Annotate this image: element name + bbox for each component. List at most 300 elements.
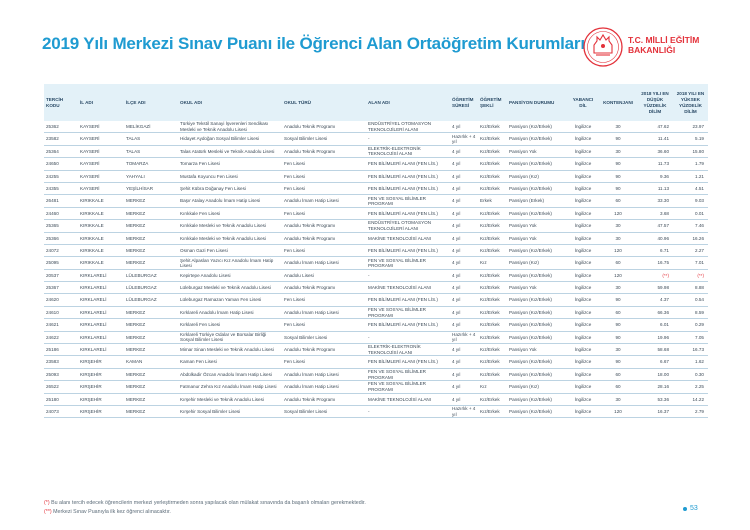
cell-ogretim-suresi: 4 yıl: [450, 306, 478, 318]
cell-en-dusuk-dilim: 16.37: [637, 405, 673, 417]
cell-okul-adi: Kırıkkale Fen Lisesi: [178, 207, 282, 219]
cell-il-adi: KIRKLARELİ: [78, 331, 124, 343]
cell-ogretim-sekli: Kız/Erkek: [478, 158, 507, 170]
cell-en-dusuk-dilim: 4.37: [637, 294, 673, 306]
cell-ogretim-sekli: Kız: [478, 257, 507, 269]
cell-tercih-kodu: 25186: [44, 344, 78, 356]
cell-ilce-adi: MERKEZ: [124, 319, 178, 331]
cell-ogretim-sekli: Kız/Erkek: [478, 282, 507, 294]
cell-ilce-adi: TOMARZA: [124, 158, 178, 170]
cell-ogretim-sekli: Kız/Erkek: [478, 393, 507, 405]
cell-ilce-adi: MERKEZ: [124, 257, 178, 269]
table-row: [44, 344, 708, 356]
cell-pansiyon-durumu: Pansiyon (Kız/Erkek): [507, 121, 567, 133]
cell-okul-turu: Fen Lisesi: [282, 207, 366, 219]
cell-alan-adi: ELEKTRİK-ELEKTRONİK TEKNOLOJİSİ ALANI: [366, 344, 450, 356]
cell-okul-adi: Talas Atatürk Mesleki ve Teknik Anadolu Lisesi: [178, 145, 282, 157]
cell-en-yuksek-dilim: 0.01: [673, 207, 708, 219]
cell-il-adi: KIRKLARELİ: [78, 344, 124, 356]
cell-okul-turu: Fen Lisesi: [282, 182, 366, 194]
cell-il-adi: KIRŞEHİR: [78, 368, 124, 380]
cell-ogretim-sekli: Kız/Erkek: [478, 368, 507, 380]
column-header: İL ADI: [78, 84, 124, 121]
cell-yabanci-dil: İngilizce: [567, 405, 599, 417]
cell-il-adi: KIRKLARELİ: [78, 282, 124, 294]
cell-en-dusuk-dilim: 9.36: [637, 170, 673, 182]
table-row: [44, 133, 708, 145]
cell-il-adi: KIRIKKALE: [78, 244, 124, 256]
cell-okul-turu: Anadolu Lisesi: [282, 269, 366, 281]
cell-tercih-kodu: 24073: [44, 405, 78, 417]
cell-tercih-kodu: 24621: [44, 319, 78, 331]
cell-en-yuksek-dilim: 8.88: [673, 282, 708, 294]
cell-pansiyon-durumu: Pansiyon (Kız/Erkek): [507, 158, 567, 170]
cell-ogretim-suresi: 4 yıl: [450, 344, 478, 356]
cell-tercih-kodu: 25093: [44, 368, 78, 380]
cell-okul-adi: Kırklareli Fen Lisesi: [178, 319, 282, 331]
page-title: 2019 Yılı Merkezi Sınav Puanı ile Öğrenci Alan Ortaöğretim Kurumları: [42, 34, 585, 53]
cell-ogretim-sekli: Kız/Erkek: [478, 145, 507, 157]
table-row: [44, 294, 708, 306]
cell-ilce-adi: LÜLEBURGAZ: [124, 269, 178, 281]
cell-il-adi: KIRIKKALE: [78, 207, 124, 219]
cell-ilce-adi: YAHYALI: [124, 170, 178, 182]
column-header: OKUL TÜRÜ: [282, 84, 366, 121]
table-row: [44, 393, 708, 405]
cell-yabanci-dil: İngilizce: [567, 170, 599, 182]
cell-okul-turu: Fen Lisesi: [282, 294, 366, 306]
cell-okul-turu: Anadolu Teknik Programı: [282, 344, 366, 356]
footnote-2: (**) Merkezi Sınav Puanıyla ilk kez öğrenci alınacaktır.: [44, 509, 171, 515]
cell-en-yuksek-dilim: 0.30: [673, 368, 708, 380]
table-row: [44, 269, 708, 281]
cell-ogretim-suresi: 4 yıl: [450, 269, 478, 281]
cell-yabanci-dil: İngilizce: [567, 356, 599, 368]
cell-yabanci-dil: İngilizce: [567, 220, 599, 232]
cell-pansiyon-durumu: Pansiyon Yok: [507, 220, 567, 232]
cell-kontenjan: 120: [599, 269, 637, 281]
cell-okul-adi: Hidayet Aydoğan Sosyal Bilimler Lisesi: [178, 133, 282, 145]
cell-alan-adi: -: [366, 269, 450, 281]
cell-okul-adi: Kırşehir Mesleki ve Teknik Anadolu Lisesi: [178, 393, 282, 405]
cell-okul-turu: Anadolu Teknik Programı: [282, 282, 366, 294]
cell-en-dusuk-dilim: 11.73: [637, 158, 673, 170]
table-row: [44, 331, 708, 343]
table-row: [44, 158, 708, 170]
cell-il-adi: KIRŞEHİR: [78, 381, 124, 393]
cell-kontenjan: 30: [599, 220, 637, 232]
cell-ogretim-suresi: Hazırlık + 4 yıl: [450, 331, 478, 343]
cell-kontenjan: 30: [599, 232, 637, 244]
cell-ilce-adi: TALAS: [124, 145, 178, 157]
cell-ogretim-suresi: 4 yıl: [450, 121, 478, 133]
cell-kontenjan: 60: [599, 306, 637, 318]
table-row: [44, 405, 708, 417]
cell-alan-adi: FEN BİLİMLERİ ALANI (FEN LİS.): [366, 170, 450, 182]
cell-en-yuksek-dilim: 1.79: [673, 158, 708, 170]
cell-alan-adi: MAKİNE TEKNOLOJİSİ ALANI: [366, 393, 450, 405]
cell-okul-adi: Abdülkadir Özcan Anadolu İmam Hatip Lisesi: [178, 368, 282, 380]
cell-en-dusuk-dilim: 3.68: [637, 207, 673, 219]
cell-okul-turu: Fen Lisesi: [282, 319, 366, 331]
cell-okul-turu: Anadolu İmam Hatip Lisesi: [282, 257, 366, 269]
cell-ilce-adi: MERKEZ: [124, 393, 178, 405]
cell-ogretim-sekli: Kız/Erkek: [478, 220, 507, 232]
cell-ogretim-sekli: Kız/Erkek: [478, 244, 507, 256]
cell-ogretim-suresi: 4 yıl: [450, 232, 478, 244]
cell-pansiyon-durumu: Pansiyon (Kız/Erkek): [507, 368, 567, 380]
cell-ogretim-sekli: Kız/Erkek: [478, 232, 507, 244]
cell-okul-turu: Anadolu Teknik Programı: [282, 393, 366, 405]
cell-pansiyon-durumu: Pansiyon (Kız/Erkek): [507, 182, 567, 194]
cell-tercih-kodu: 25180: [44, 393, 78, 405]
cell-en-yuksek-dilim: 16.26: [673, 232, 708, 244]
cell-kontenjan: 60: [599, 368, 637, 380]
cell-alan-adi: -: [366, 331, 450, 343]
table-header-row: [44, 84, 708, 121]
cell-ogretim-suresi: 4 yıl: [450, 158, 478, 170]
cell-ilce-adi: MERKEZ: [124, 195, 178, 207]
cell-tercih-kodu: 26522: [44, 381, 78, 393]
cell-en-dusuk-dilim: 66.36: [637, 306, 673, 318]
cell-okul-adi: Kaman Fen Lisesi: [178, 356, 282, 368]
table-row: [44, 232, 708, 244]
cell-ilce-adi: MERKEZ: [124, 244, 178, 256]
cell-il-adi: KIRŞEHİR: [78, 356, 124, 368]
cell-en-yuksek-dilim: 2.25: [673, 381, 708, 393]
cell-okul-turu: Anadolu Teknik Programı: [282, 220, 366, 232]
cell-en-yuksek-dilim: 14.22: [673, 393, 708, 405]
cell-okul-turu: Anadolu İmam Hatip Lisesi: [282, 368, 366, 380]
cell-alan-adi: ENDÜSTRİYEL OTOMASYON TEKNOLOJİLERİ ALANI: [366, 121, 450, 133]
cell-alan-adi: MAKİNE TEKNOLOJİSİ ALANI: [366, 282, 450, 294]
column-header: İLÇE ADI: [124, 84, 178, 121]
cell-il-adi: KIRKLARELİ: [78, 319, 124, 331]
cell-pansiyon-durumu: Pansiyon (Kız/Erkek): [507, 207, 567, 219]
cell-alan-adi: FEN BİLİMLERİ ALANI (FEN LİS.): [366, 294, 450, 306]
cell-kontenjan: 30: [599, 121, 637, 133]
cell-okul-adi: Mimar Sinan Mesleki ve Teknik Anadolu Lisesi: [178, 344, 282, 356]
cell-en-dusuk-dilim: 6.71: [637, 244, 673, 256]
cell-tercih-kodu: 25362: [44, 121, 78, 133]
cell-ogretim-sekli: Kız/Erkek: [478, 405, 507, 417]
cell-en-dusuk-dilim: 6.67: [637, 356, 673, 368]
table-row: [44, 368, 708, 380]
column-header: 2018 YILI EN YÜKSEK YÜZDELİK DİLİM: [673, 84, 708, 121]
column-header: KONTENJANI: [599, 84, 637, 121]
cell-ogretim-suresi: 4 yıl: [450, 257, 478, 269]
cell-kontenjan: 120: [599, 405, 637, 417]
cell-ogretim-suresi: Hazırlık + 4 yıl: [450, 405, 478, 417]
cell-okul-adi: Kırşehir Sosyal Bilimler Lisesi: [178, 405, 282, 417]
cell-il-adi: KAYSERİ: [78, 182, 124, 194]
cell-pansiyon-durumu: Pansiyon (Kız): [507, 170, 567, 182]
cell-ogretim-suresi: 4 yıl: [450, 145, 478, 157]
cell-kontenjan: 30: [599, 282, 637, 294]
page-number: 53: [690, 505, 698, 512]
cell-yabanci-dil: İngilizce: [567, 182, 599, 194]
cell-tercih-kodu: 24622: [44, 331, 78, 343]
cell-en-dusuk-dilim: 40.96: [637, 232, 673, 244]
cell-tercih-kodu: 26481: [44, 195, 78, 207]
cell-tercih-kodu: 24072: [44, 244, 78, 256]
cell-ogretim-sekli: Kız: [478, 381, 507, 393]
cell-il-adi: KIRKLARELİ: [78, 306, 124, 318]
cell-alan-adi: -: [366, 405, 450, 417]
cell-pansiyon-durumu: Pansiyon (Erkek): [507, 195, 567, 207]
cell-pansiyon-durumu: Pansiyon (Kız/Erkek): [507, 393, 567, 405]
cell-ogretim-suresi: 4 yıl: [450, 182, 478, 194]
table-row: [44, 381, 708, 393]
cell-okul-turu: Fen Lisesi: [282, 244, 366, 256]
table-row: [44, 257, 708, 269]
cell-yabanci-dil: İngilizce: [567, 282, 599, 294]
cell-en-dusuk-dilim: 16.75: [637, 257, 673, 269]
cell-ogretim-sekli: Kız/Erkek: [478, 269, 507, 281]
cell-yabanci-dil: İngilizce: [567, 121, 599, 133]
cell-kontenjan: 60: [599, 257, 637, 269]
column-header: OKUL ADI: [178, 84, 282, 121]
cell-ogretim-suresi: 4 yıl: [450, 381, 478, 393]
cell-yabanci-dil: İngilizce: [567, 344, 599, 356]
cell-yabanci-dil: İngilizce: [567, 158, 599, 170]
table-row: [44, 244, 708, 256]
cell-en-dusuk-dilim: (**): [637, 269, 673, 281]
cell-il-adi: KAYSERİ: [78, 121, 124, 133]
cell-en-yuksek-dilim: 7.01: [673, 257, 708, 269]
cell-kontenjan: 90: [599, 133, 637, 145]
table-row: [44, 306, 708, 318]
cell-alan-adi: FEN BİLİMLERİ ALANI (FEN LİS.): [366, 207, 450, 219]
cell-yabanci-dil: İngilizce: [567, 294, 599, 306]
cell-ilce-adi: KAMAN: [124, 356, 178, 368]
cell-ogretim-suresi: 4 yıl: [450, 170, 478, 182]
column-header: ÖĞRETİM SÜRESİ: [450, 84, 478, 121]
cell-okul-adi: Mustafa Koyuncu Fen Lisesi: [178, 170, 282, 182]
cell-ogretim-sekli: Kız/Erkek: [478, 121, 507, 133]
ministry-logo-text: T.C. MİLLİ EĞİTİM BAKANLIĞI: [628, 35, 700, 55]
cell-en-dusuk-dilim: 58.68: [637, 344, 673, 356]
cell-tercih-kodu: 24355: [44, 182, 78, 194]
cell-okul-adi: Başır Atalay Anadolu İmam Hatip Lisesi: [178, 195, 282, 207]
cell-ogretim-suresi: 4 yıl: [450, 393, 478, 405]
cell-il-adi: KAYSERİ: [78, 158, 124, 170]
cell-ilce-adi: MERKEZ: [124, 344, 178, 356]
cell-alan-adi: -: [366, 133, 450, 145]
cell-ilce-adi: MELİKGAZİ: [124, 121, 178, 133]
cell-pansiyon-durumu: Pansiyon (Kız/Erkek): [507, 356, 567, 368]
cell-okul-turu: Anadolu İmam Hatip Lisesi: [282, 381, 366, 393]
cell-en-dusuk-dilim: 59.98: [637, 282, 673, 294]
cell-ilce-adi: MERKEZ: [124, 331, 178, 343]
cell-ogretim-suresi: 4 yıl: [450, 368, 478, 380]
cell-tercih-kodu: 20537: [44, 269, 78, 281]
cell-alan-adi: FEN BİLİMLERİ ALANI (FEN LİS.): [366, 244, 450, 256]
cell-en-dusuk-dilim: 36.60: [637, 145, 673, 157]
cell-en-dusuk-dilim: 33.30: [637, 195, 673, 207]
cell-en-yuksek-dilim: 7.05: [673, 331, 708, 343]
cell-ogretim-suresi: Hazırlık + 4 yıl: [450, 133, 478, 145]
cell-okul-turu: Sosyal Bilimler Lisesi: [282, 405, 366, 417]
cell-yabanci-dil: İngilizce: [567, 232, 599, 244]
table-row: [44, 319, 708, 331]
cell-alan-adi: FEN VE SOSYAL BİLİMLER PROGRAMI: [366, 368, 450, 380]
cell-yabanci-dil: İngilizce: [567, 207, 599, 219]
page-dot-icon: [683, 507, 687, 511]
cell-kontenjan: 30: [599, 393, 637, 405]
column-header: 2018 YILI EN DÜŞÜK YÜZDELİK DİLİM: [637, 84, 673, 121]
column-header: YABANCI DİL: [567, 84, 599, 121]
cell-yabanci-dil: İngilizce: [567, 381, 599, 393]
cell-ilce-adi: MERKEZ: [124, 207, 178, 219]
cell-il-adi: KIRŞEHİR: [78, 393, 124, 405]
cell-kontenjan: 60: [599, 195, 637, 207]
cell-ogretim-sekli: Kız/Erkek: [478, 182, 507, 194]
cell-en-yuksek-dilim: 2.79: [673, 405, 708, 417]
cell-okul-adi: Şehit Kübra Doğanay Fen Lisesi: [178, 182, 282, 194]
table-row: [44, 145, 708, 157]
cell-kontenjan: 120: [599, 244, 637, 256]
cell-tercih-kodu: 25365: [44, 220, 78, 232]
cell-alan-adi: FEN VE SOSYAL BİLİMLER PROGRAMI: [366, 381, 450, 393]
cell-en-dusuk-dilim: 47.62: [637, 121, 673, 133]
cell-en-yuksek-dilim: 1.21: [673, 170, 708, 182]
cell-en-yuksek-dilim: 7.46: [673, 220, 708, 232]
cell-yabanci-dil: İngilizce: [567, 319, 599, 331]
cell-okul-adi: Kırıkkale Mesleki ve Teknik Anadolu Lisesi: [178, 232, 282, 244]
cell-ogretim-sekli: Kız/Erkek: [478, 331, 507, 343]
cell-en-dusuk-dilim: 11.13: [637, 182, 673, 194]
cell-pansiyon-durumu: Pansiyon Yok: [507, 344, 567, 356]
cell-tercih-kodu: 24610: [44, 306, 78, 318]
cell-en-dusuk-dilim: 11.41: [637, 133, 673, 145]
cell-tercih-kodu: 25095: [44, 257, 78, 269]
cell-ogretim-sekli: Kız/Erkek: [478, 294, 507, 306]
cell-yabanci-dil: İngilizce: [567, 257, 599, 269]
footnote-1: (*) Bu alanı tercih edecek öğrencilerin merkezi yerleştirmeden sonra yapılacak olan mülakat sınavında da başarılı olmaları gerekmektedir.: [44, 500, 366, 506]
cell-yabanci-dil: İngilizce: [567, 331, 599, 343]
cell-tercih-kodu: 25367: [44, 282, 78, 294]
cell-yabanci-dil: İngilizce: [567, 393, 599, 405]
cell-ilce-adi: MERKEZ: [124, 405, 178, 417]
cell-pansiyon-durumu: Pansiyon (Kız/Erkek): [507, 319, 567, 331]
cell-pansiyon-durumu: Pansiyon (Kız/Erkek): [507, 294, 567, 306]
cell-tercih-kodu: 24460: [44, 207, 78, 219]
cell-ogretim-sekli: Kız/Erkek: [478, 319, 507, 331]
cell-okul-turu: Anadolu İmam Hatip Lisesi: [282, 306, 366, 318]
cell-okul-adi: Kepirtepe Anadolu Lisesi: [178, 269, 282, 281]
cell-ilce-adi: LÜLEBURGAZ: [124, 282, 178, 294]
cell-pansiyon-durumu: Pansiyon (Kız): [507, 381, 567, 393]
cell-pansiyon-durumu: Pansiyon (Kız): [507, 257, 567, 269]
cell-okul-turu: Fen Lisesi: [282, 356, 366, 368]
cell-il-adi: KIRKLARELİ: [78, 294, 124, 306]
cell-okul-turu: Fen Lisesi: [282, 170, 366, 182]
cell-ilce-adi: YEŞİLHİSAR: [124, 182, 178, 194]
cell-kontenjan: 90: [599, 170, 637, 182]
schools-table: [44, 84, 708, 418]
cell-yabanci-dil: İngilizce: [567, 269, 599, 281]
cell-en-yuksek-dilim: 15.80: [673, 145, 708, 157]
cell-tercih-kodu: 24620: [44, 294, 78, 306]
cell-pansiyon-durumu: Pansiyon (Kız/Erkek): [507, 405, 567, 417]
cell-ogretim-sekli: Kız/Erkek: [478, 133, 507, 145]
cell-okul-adi: Kırklareli Anadolu İmam Hatip Lisesi: [178, 306, 282, 318]
cell-okul-adi: Şehit Alpaslan Yazıcı Kız Anadolu İmam Hatip Lisesi: [178, 257, 282, 269]
cell-il-adi: KIRIKKALE: [78, 232, 124, 244]
cell-ogretim-sekli: Kız/Erkek: [478, 306, 507, 318]
cell-kontenjan: 120: [599, 207, 637, 219]
cell-il-adi: KIRIKKALE: [78, 195, 124, 207]
cell-en-yuksek-dilim: 23.97: [673, 121, 708, 133]
cell-alan-adi: FEN VE SOSYAL BİLİMLER PROGRAMI: [366, 306, 450, 318]
cell-okul-adi: Lüleburgaz Ramazan Yaman Fen Lisesi: [178, 294, 282, 306]
table-row: [44, 170, 708, 182]
cell-en-dusuk-dilim: 53.36: [637, 393, 673, 405]
cell-en-yuksek-dilim: 0.54: [673, 294, 708, 306]
cell-kontenjan: 90: [599, 158, 637, 170]
cell-alan-adi: FEN BİLİMLERİ ALANI (FEN LİS.): [366, 319, 450, 331]
cell-kontenjan: 90: [599, 294, 637, 306]
cell-en-yuksek-dilim: 1.62: [673, 356, 708, 368]
cell-okul-adi: Tomarza Fen Lisesi: [178, 158, 282, 170]
cell-pansiyon-durumu: Pansiyon (Kız/Erkek): [507, 269, 567, 281]
cell-ilce-adi: MERKEZ: [124, 381, 178, 393]
cell-kontenjan: 30: [599, 344, 637, 356]
cell-alan-adi: FEN BİLİMLERİ ALANI (FEN LİS.): [366, 158, 450, 170]
cell-alan-adi: FEN BİLİMLERİ ALANI (FEN LİS.): [366, 356, 450, 368]
cell-il-adi: KIRIKKALE: [78, 220, 124, 232]
cell-okul-turu: Anadolu Teknik Programı: [282, 121, 366, 133]
cell-kontenjan: 90: [599, 331, 637, 343]
table-row: [44, 282, 708, 294]
cell-pansiyon-durumu: Pansiyon (Kız/Erkek): [507, 244, 567, 256]
cell-en-dusuk-dilim: 28.16: [637, 381, 673, 393]
column-header: ALAN ADI: [366, 84, 450, 121]
cell-en-dusuk-dilim: 19.96: [637, 331, 673, 343]
cell-okul-adi: Fatmanur Zehra Kız Anadolu İmam Hatip Lisesi: [178, 381, 282, 393]
cell-ogretim-suresi: 4 yıl: [450, 294, 478, 306]
cell-kontenjan: 90: [599, 182, 637, 194]
cell-alan-adi: MAKİNE TEKNOLOJİSİ ALANI: [366, 232, 450, 244]
cell-okul-adi: Kırıkkale Mesleki ve Teknik Anadolu Lisesi: [178, 220, 282, 232]
cell-ogretim-suresi: 4 yıl: [450, 319, 478, 331]
column-header: TERCİH KODU: [44, 84, 78, 121]
cell-tercih-kodu: 23583: [44, 356, 78, 368]
cell-en-yuksek-dilim: (**): [673, 269, 708, 281]
cell-ilce-adi: MERKEZ: [124, 306, 178, 318]
cell-tercih-kodu: 24650: [44, 158, 78, 170]
table-row: [44, 356, 708, 368]
cell-ogretim-sekli: Kız/Erkek: [478, 356, 507, 368]
cell-kontenjan: 90: [599, 356, 637, 368]
cell-pansiyon-durumu: Pansiyon (Kız/Erkek): [507, 133, 567, 145]
cell-en-yuksek-dilim: 2.27: [673, 244, 708, 256]
cell-yabanci-dil: İngilizce: [567, 145, 599, 157]
cell-alan-adi: ELEKTRİK-ELEKTRONİK TEKNOLOJİSİ ALANI: [366, 145, 450, 157]
cell-alan-adi: FEN VE SOSYAL BİLİMLER PROGRAMI: [366, 195, 450, 207]
cell-kontenjan: 60: [599, 381, 637, 393]
table-row: [44, 182, 708, 194]
cell-ogretim-suresi: 4 yıl: [450, 195, 478, 207]
cell-ilce-adi: MERKEZ: [124, 220, 178, 232]
column-header: ÖĞRETİM ŞEKLİ: [478, 84, 507, 121]
cell-yabanci-dil: İngilizce: [567, 368, 599, 380]
cell-ilce-adi: MERKEZ: [124, 368, 178, 380]
table-row: [44, 220, 708, 232]
cell-ilce-adi: TALAS: [124, 133, 178, 145]
cell-en-yuksek-dilim: 0.29: [673, 319, 708, 331]
